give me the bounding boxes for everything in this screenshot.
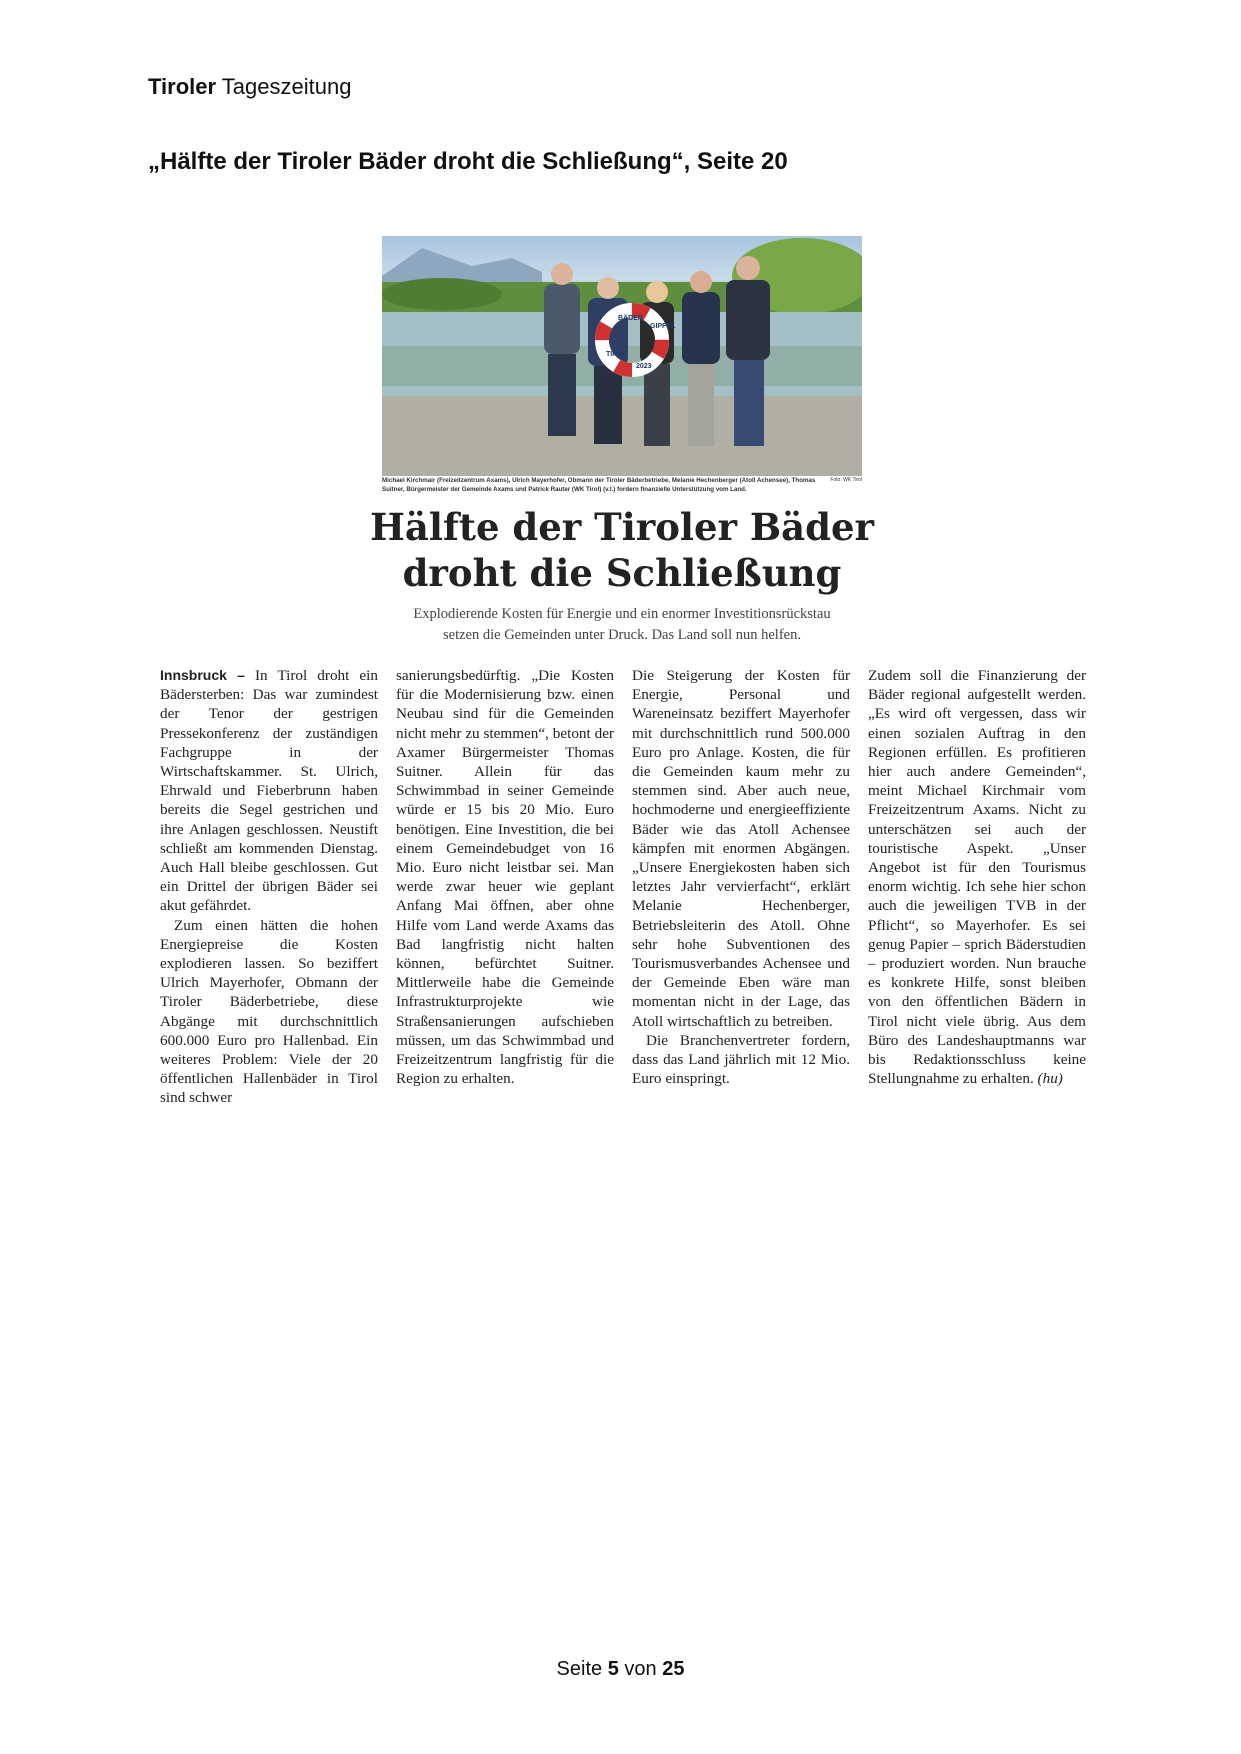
article-paragraph xyxy=(160,666,378,916)
page-number xyxy=(0,1658,1241,1681)
article-paragraph: Zum einen hätten die hohen Energiepreise die Kosten explodieren lassen. So beziffert Ulrich Mayerhofer, Obmann der Tiroler Bäderbetriebe, diese Abgänge mit durchschnittlich 600.000 Euro pro Hallenbad. Ein weiteres Problem: Viele der 20 öffentlichen Hallenbäder in Tirol sind schwer xyxy=(160,916,378,1107)
article-subtitle-line-2: setzen die Gemeinden unter Druck. Das Land soll nun helfen. xyxy=(443,627,801,643)
author-initials: (hu) xyxy=(1037,1070,1063,1088)
lifebuoy-text-2: GIPFEL xyxy=(650,323,676,330)
publication-name-rest: Tageszeitung xyxy=(221,74,352,99)
paragraph-text: In Tirol droht ein Bädersterben: Das war zumindest der Tenor der gestrigen Pressekonferenz der zuständigen Fachgruppe in der Wirtschaftskammer. St. Ulrich, Ehrwald und Fieberbrunn haben bereits die Segel gestrichen und ihre Anlagen geschlossen. Neustift schließt am kommenden Dienstag. Auch Hall bleibe geschlossen. Gut ein Drittel der übrigen Bäder sei akut gefährdet. xyxy=(160,667,378,915)
article-paragraph: Die Branchenvertreter fordern, dass das Land jährlich mit 12 Mio. Euro einspringt. xyxy=(632,1031,850,1088)
article-column-1 xyxy=(160,666,378,1108)
article-paragraph xyxy=(868,666,1086,1088)
article-title-line-1: Hälfte der Tiroler Bäder xyxy=(369,505,875,549)
article-paragraph: Die Steigerung der Kosten für Energie, Personal und Wareneinsatz beziffert Mayerhofer mit durchschnittlich rund 500.000 Euro pro Anlage. Kosten, die für die Gemeinden kaum mehr zu stemmen sind. Aber auch neue, hochmoderne und energieeffiziente Bäder wie das Atoll Achensee kämpfen mit enormen Abgängen. „Unsere Energiekosten haben sich letztes Jahr vervierfacht“, erklärt Melanie Hechenberger, Betriebsleiterin des Atoll. Ohne sehr hohe Subventionen des Tourismusverbandes Achensee und der Gemeinde Eben wäre man momentan nicht in der Lage, das Atoll wirtschaftlich zu betreiben. xyxy=(632,667,850,1030)
page-number-total: 25 xyxy=(662,1658,685,1680)
photo-caption-text: Michael Kirchmair (Freizeitzentrum Axams), Ulrich Mayerhofer, Obmann der Tiroler Bäderbetriebe, Melanie Hechenberger (Atoll Achensee), Thomas Suitner, Bürgermeister der Gemeinde Axams und Patrick Rauter (WK Tirol) (v.l.) fordern finanzielle Unterstützung vom Land. xyxy=(382,477,816,493)
article-subtitle-line-1: Explodierende Kosten für Energie und ein enormer Investitionsrückstau xyxy=(413,606,831,622)
page-number-middle: von xyxy=(624,1658,657,1680)
publication-name xyxy=(148,74,351,100)
article-column-4 xyxy=(868,666,1086,1088)
person-1 xyxy=(544,263,580,436)
paragraph-text: Zudem soll die Finanzierung der Bäder regional aufgestellt werden. „Es wird oft vergessen, dass wir einen sozialen Auftrag in den Regionen erfüllen. Es profitieren hier auch andere Gemeinden“, meint Michael Kirchmair vom Freizeitzentrum Axams. Nicht zu unterschätzen sei auch der touristische Aspekt. „Unser Angebot ist für den Tourismus enorm wichtig. Ich sehe hier schon auch die jeweiligen TVB in der Pflicht“, so Mayerhofer. Es sei genug Papier – sprich Bäderstudien – produziert worden. Nun brauche es konkrete Hilfe, sonst bleiben von den öffentlichen Bädern in Tirol nicht viele übrig. Aus dem Büro des Landeshauptmanns war bis Redaktionsschluss keine Stellungnahme zu erhalten. xyxy=(868,667,1086,1088)
article-title xyxy=(342,504,902,596)
tree-cluster-left xyxy=(382,278,502,310)
article-photo xyxy=(382,236,862,476)
publication-name-bold: Tiroler xyxy=(148,74,217,99)
article-paragraph: sanierungsbedürftig. „Die Kosten für die Modernisierung bzw. einen Neubau sind für die Gemeinden nicht mehr zu stemmen“, betont der Axamer Bürgermeister Thomas Suitner. Allein für das Schwimmbad in seiner Gemeinde würde er 15 bis 20 Mio. Euro benötigen. Eine Investition, die bei einem Gemeindebudget von 16 Mio. Euro nicht leistbar sei. Man werde zwar heuer wie geplant Anfang Mai öffnen, aber ohne Hilfe vom Land werde Axams das Bad langfristig nicht halten können, befürchtet Suitner. Mittlerweile habe die Gemeinde Infrastrukturprojekte wie Straßensanierungen aufschieben müssen, um das Schwimmbad und Freizeitzentrum langfristig für die Region zu erhalten. xyxy=(396,667,614,1088)
article-column-3 xyxy=(632,666,850,1088)
lifebuoy-text-1: BÄDER xyxy=(618,315,643,322)
photo-illustration xyxy=(382,236,862,476)
lifebuoy-text-4: 2023 xyxy=(636,363,652,370)
article-subtitle xyxy=(362,604,882,646)
photo-caption xyxy=(382,476,862,494)
page-headline: „Hälfte der Tiroler Bäder droht die Schließung“, Seite 20 xyxy=(148,148,788,175)
page-number-prefix: Seite xyxy=(556,1658,603,1680)
article-title-line-2: droht die Schließung xyxy=(402,551,842,595)
article-column-2 xyxy=(396,666,614,1088)
page-number-current: 5 xyxy=(607,1658,619,1680)
photo-credit: Foto: WK Tirol xyxy=(830,477,862,483)
dateline: Innsbruck – xyxy=(160,667,245,683)
lifebuoy-text-3: TIROL xyxy=(606,351,627,358)
